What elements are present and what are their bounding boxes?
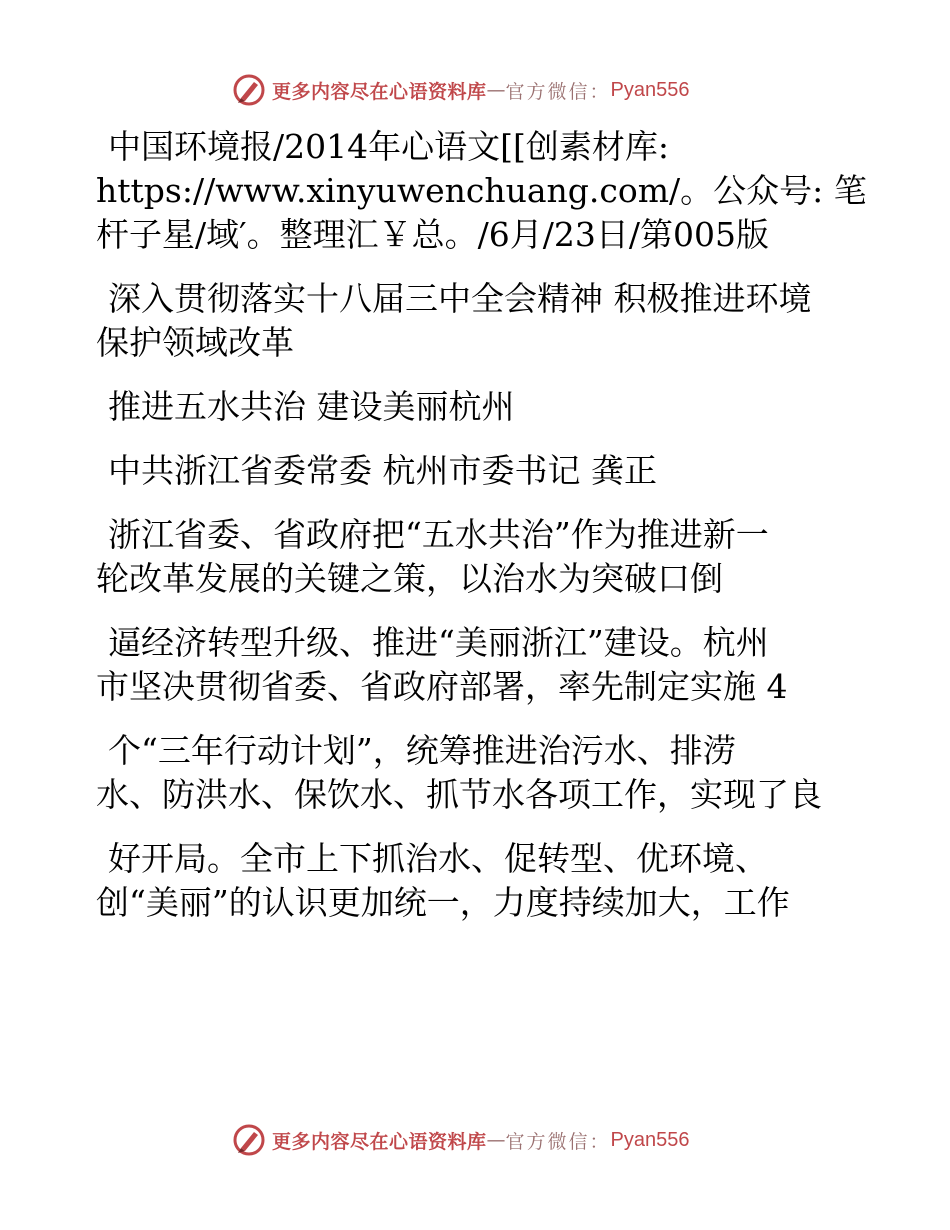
text-line: 浙江省委、省政府把“五水共治”作为推进新一	[108, 515, 769, 554]
text-line: https://www.xinyuwenchuang.com/。公众号: 笔	[96, 171, 867, 210]
banner-dash: —	[486, 79, 506, 101]
paragraph-author	[96, 449, 856, 493]
paragraph-body	[96, 621, 856, 709]
paragraph-title	[96, 385, 856, 429]
paragraph-body	[96, 513, 856, 601]
banner-dash: —	[486, 1129, 506, 1151]
text-line: 中共浙江省委常委 杭州市委书记 龚正	[108, 451, 657, 490]
banner-wechat-id: Pyan556	[610, 1128, 690, 1151]
watermark-banner-top	[232, 70, 752, 110]
document-body	[96, 125, 867, 945]
text-line: 轮改革发展的关键之策，以治水为突破口倒	[96, 559, 723, 598]
text-line: 水、防洪水、保饮水、抓节水各项工作，实现了良	[96, 775, 822, 814]
watermark-banner-bottom	[232, 1120, 752, 1160]
banner-main-text: 更多内容尽在心语资料库	[272, 1130, 487, 1153]
pen-logo-icon	[232, 1123, 266, 1157]
text-line: 推进五水共治 建设美丽杭州	[108, 387, 515, 426]
banner-wechat-id: Pyan556	[610, 78, 690, 101]
text-line: 好开局。全市上下抓治水、促转型、优环境、	[108, 839, 768, 878]
banner-main-text: 更多内容尽在心语资料库	[272, 80, 487, 103]
text-line: 杆子星/域′。整理汇￥总。/6月/23日/第005版	[96, 215, 769, 254]
paragraph-body	[96, 729, 856, 817]
paragraph-body	[96, 837, 856, 925]
paragraph-headline	[96, 277, 856, 365]
text-line: 创“美丽”的认识更加统一，力度持续加大，工作	[96, 883, 790, 922]
text-line: 个“三年行动计划”，统筹推进治污水、排涝	[108, 731, 736, 770]
text-line: 市坚决贯彻省委、省政府部署，率先制定实施 4	[96, 667, 788, 706]
pen-logo-icon	[232, 73, 266, 107]
text-line: 深入贯彻落实十八届三中全会精神 积极推进环境	[108, 279, 812, 318]
text-line: 保护领域改革	[96, 323, 294, 362]
paragraph-source	[96, 125, 867, 257]
banner-wechat-label: 官方微信：	[505, 80, 611, 103]
text-line: 逼经济转型升级、推进“美丽浙江”建设。杭州	[108, 623, 769, 662]
banner-wechat-label: 官方微信：	[505, 1130, 611, 1153]
text-line: 中国环境报/2014年心语文[[创素材库:	[108, 127, 669, 166]
